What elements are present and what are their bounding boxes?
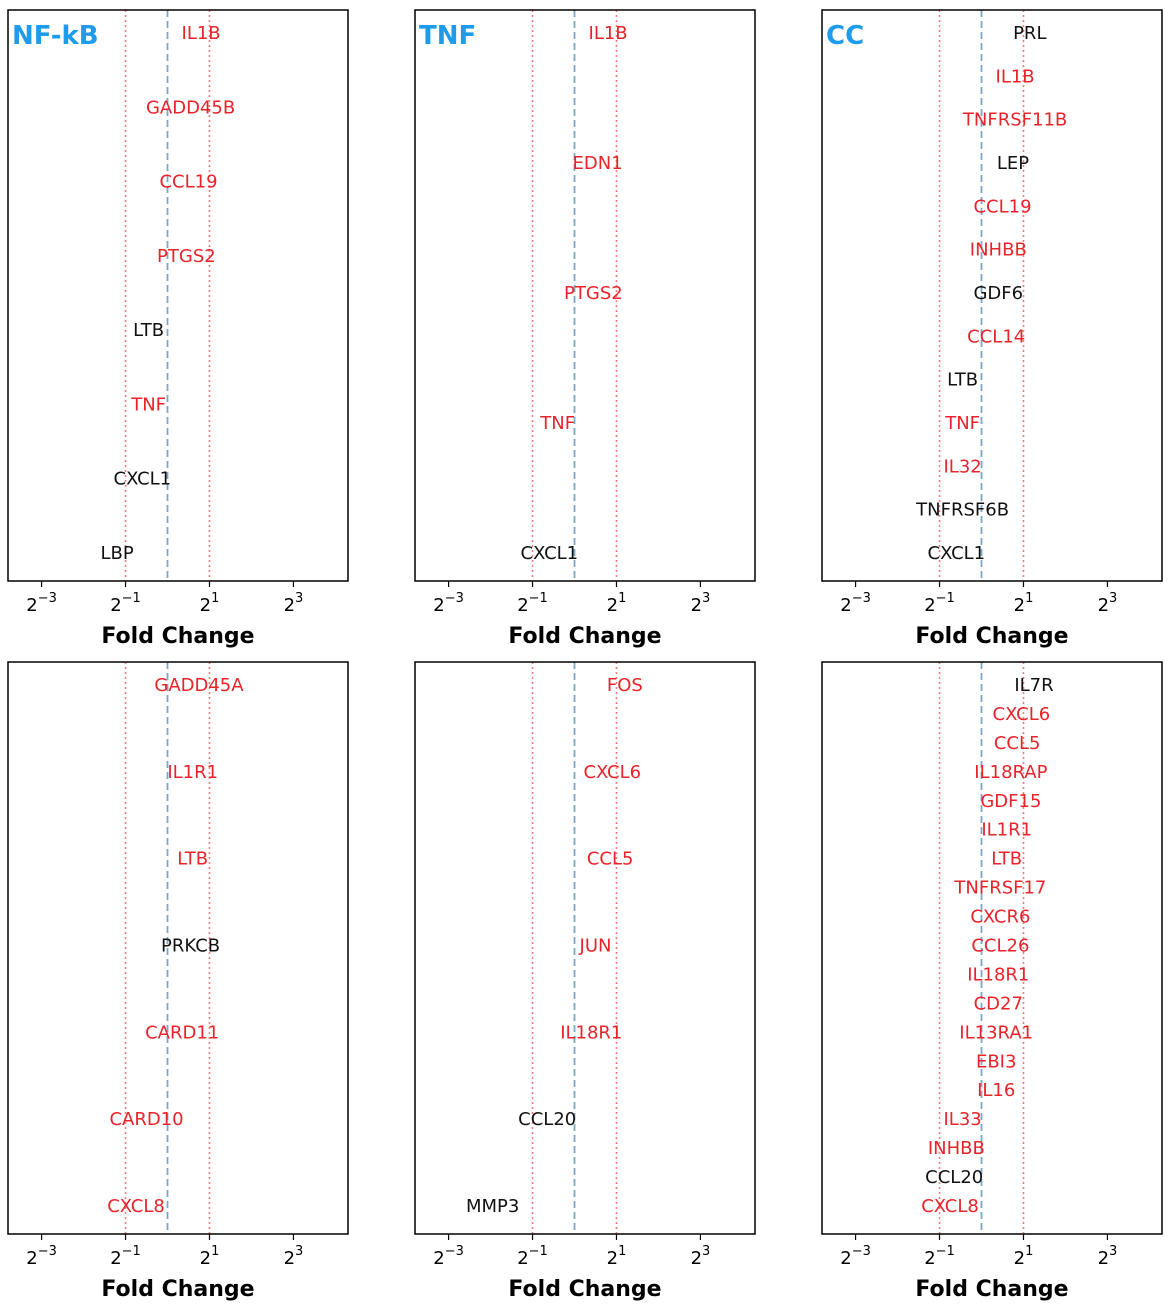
gene-label: LTB xyxy=(177,848,209,870)
gene-label: CCL5 xyxy=(586,848,634,870)
gene-label: LEP xyxy=(996,153,1030,174)
x-tick-label: $2^{-1}$ xyxy=(924,1244,955,1269)
gene-label: CCL5 xyxy=(993,732,1041,754)
x-tick-label: $2^3$ xyxy=(1097,1244,1118,1269)
gene-label: IL1B xyxy=(588,23,628,44)
gene-label: TNF xyxy=(945,413,981,434)
gene-label: PRL xyxy=(1013,23,1047,44)
gene-label: CCL14 xyxy=(967,326,1026,348)
x-tick-label: $2^{-1}$ xyxy=(517,1244,548,1269)
gene-label: MMP3 xyxy=(465,1196,520,1217)
x-tick-label: $2^3$ xyxy=(283,591,304,616)
gene-label: INHBB xyxy=(927,1138,985,1160)
gene-label: IL32 xyxy=(943,456,982,478)
gene-label: TNFRSF17 xyxy=(954,877,1047,899)
gene-label: PTGS2 xyxy=(157,245,216,267)
gene-label: IL18R1 xyxy=(967,964,1030,986)
gene-label: TNF xyxy=(540,413,576,434)
gene-label: IL1R1 xyxy=(981,819,1033,841)
x-tick-label: $2^{-3}$ xyxy=(26,1244,57,1269)
gene-label: PRKCB xyxy=(161,935,221,957)
x-tick-label: $2^{-3}$ xyxy=(26,591,57,616)
x-tick-label: $2^{-3}$ xyxy=(433,1244,464,1269)
panel-title: NF-kB xyxy=(12,21,99,51)
gene-label: CCL26 xyxy=(971,935,1030,957)
panel-1 xyxy=(415,10,755,649)
x-tick-label: $2^{-1}$ xyxy=(517,591,548,616)
gene-label: IL1B xyxy=(181,23,221,44)
x-tick-label: $2^{-3}$ xyxy=(840,1244,871,1269)
gene-label: CD27 xyxy=(973,993,1023,1015)
plot-frame xyxy=(8,10,348,581)
gene-label: FOS xyxy=(606,675,643,696)
gene-label: GADD45B xyxy=(145,97,236,119)
gene-label: LTB xyxy=(991,848,1023,870)
gene-label: CXCL1 xyxy=(927,543,986,564)
x-tick-label: $2^{-1}$ xyxy=(924,591,955,616)
gene-label: CARD10 xyxy=(109,1109,184,1131)
gene-label: CCL20 xyxy=(925,1167,984,1189)
x-tick-label: $2^3$ xyxy=(690,591,711,616)
gene-label: EBI3 xyxy=(975,1051,1017,1073)
panel-title: TNF xyxy=(419,21,477,51)
gene-label: TNFRSF11B xyxy=(962,109,1068,131)
panel-3 xyxy=(8,662,348,1302)
gene-label: CCL19 xyxy=(973,196,1032,218)
x-tick-label: $2^{-1}$ xyxy=(110,1244,141,1269)
gene-label: TNF xyxy=(131,394,167,416)
gene-label: INHBB xyxy=(969,239,1027,261)
gene-label: EDN1 xyxy=(572,153,623,174)
panel-0 xyxy=(8,10,348,649)
gene-label: IL1B xyxy=(995,66,1035,88)
x-tick-label: $2^3$ xyxy=(283,1244,304,1269)
gene-label: CXCL1 xyxy=(520,543,579,564)
gene-label: CXCL6 xyxy=(992,703,1051,725)
gene-label: CARD11 xyxy=(145,1022,220,1044)
gene-label: GDF15 xyxy=(980,790,1042,812)
gene-label: IL16 xyxy=(977,1080,1016,1102)
x-tick-label: $2^3$ xyxy=(690,1244,711,1269)
gene-label: GDF6 xyxy=(973,283,1024,304)
x-axis-label: Fold Change xyxy=(915,1277,1069,1302)
panel-title: CC xyxy=(826,21,865,51)
x-axis-label: Fold Change xyxy=(101,1277,255,1302)
panel-2 xyxy=(822,10,1162,649)
gene-label: TNFRSF6B xyxy=(916,499,1010,521)
x-tick-label: $2^1$ xyxy=(606,1244,627,1269)
gene-label: CXCL1 xyxy=(113,468,172,490)
x-tick-label: $2^{-3}$ xyxy=(433,591,464,616)
x-tick-label: $2^{-3}$ xyxy=(840,591,871,616)
x-axis-label: Fold Change xyxy=(508,1277,662,1302)
panel-4 xyxy=(415,662,755,1302)
gene-label: GADD45A xyxy=(154,675,244,696)
x-axis-label: Fold Change xyxy=(915,624,1069,649)
gene-label: IL13RA1 xyxy=(959,1022,1034,1044)
gene-label: IL18RAP xyxy=(974,761,1048,783)
x-tick-label: $2^1$ xyxy=(606,591,627,616)
gene-label: CCL20 xyxy=(518,1109,577,1131)
gene-label: CXCL8 xyxy=(107,1196,165,1217)
x-tick-label: $2^1$ xyxy=(1013,1244,1034,1269)
gene-label: IL1R1 xyxy=(167,761,219,783)
gene-label: IL18R1 xyxy=(560,1022,623,1044)
panel-5 xyxy=(822,662,1162,1302)
gene-label: LTB xyxy=(133,320,165,342)
gene-label: CXCL6 xyxy=(583,761,642,783)
gene-label: CXCR6 xyxy=(970,906,1031,928)
gene-label: CXCL8 xyxy=(921,1196,979,1217)
gene-label: PTGS2 xyxy=(564,283,623,304)
gene-label: CCL19 xyxy=(159,171,218,193)
gene-label: IL7R xyxy=(1014,675,1054,696)
x-tick-label: $2^1$ xyxy=(199,591,220,616)
x-tick-label: $2^{-1}$ xyxy=(110,591,141,616)
x-tick-label: $2^1$ xyxy=(1013,591,1034,616)
x-tick-label: $2^3$ xyxy=(1097,591,1118,616)
x-axis-label: Fold Change xyxy=(508,624,662,649)
gene-label: LTB xyxy=(947,369,979,391)
gene-label: IL33 xyxy=(943,1109,982,1131)
gene-label: LBP xyxy=(100,543,134,564)
x-tick-label: $2^1$ xyxy=(199,1244,220,1269)
gene-label: JUN xyxy=(579,935,612,957)
x-axis-label: Fold Change xyxy=(101,624,255,649)
